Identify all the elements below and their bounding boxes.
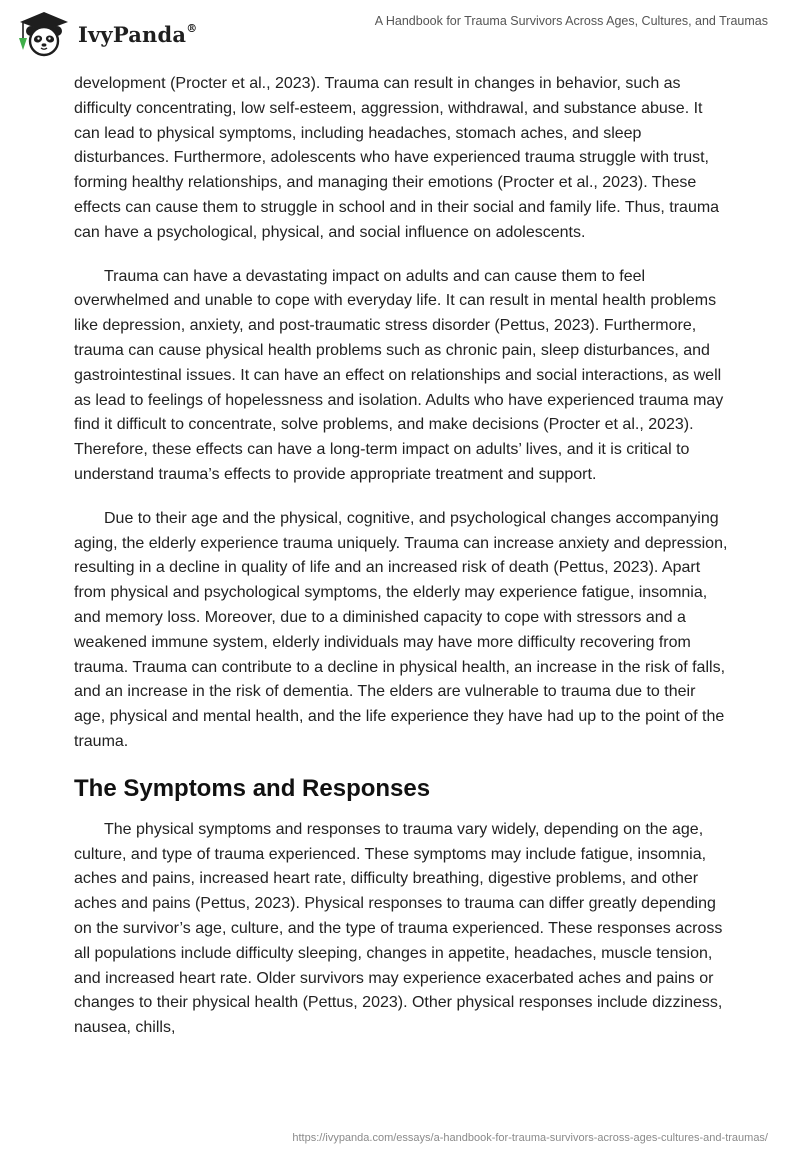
paragraph-elderly: Due to their age and the physical, cognitive, and psychological changes accompanying aging, the elderly experience trauma uniquely. Trauma can increase anxiety and depression, resulting in a decline in quality of life and an increased risk of death (Pettus, 2023). Apart from physical and psychological symptoms, the elderly may experience fatigue, insomnia, and memory loss. Moreover, due to a diminished capacity to cope with stressors and a weakened immune system, elderly individuals may have more difficulty recovering from trauma. Trauma can contribute to a decline in physical health, an increase in the risk of falls, and an increase in the risk of dementia. The elders are vulnerable to trauma due to their age, physical and mental health, and the life experience they have had up to the point of the trauma.	[74, 509, 728, 750]
page-header	[0, 0, 800, 70]
registered-mark: ®	[186, 22, 198, 35]
section-heading: The Symptoms and Responses	[74, 774, 431, 802]
paragraph-symptoms: The physical symptoms and responses to trauma vary widely, depending on the age, culture, and type of trauma experienced. These symptoms may include fatigue, insomnia, aches and pains, increased heart rate, difficulty breathing, digestive problems, and other aches and pains (Pettus, 2023). Physical responses to trauma can differ greatly depending on the survivor’s age, culture, and the type of trauma experienced. These responses across all populations include difficulty sleeping, changes in appetite, headaches, muscle tension, and increased heart rate. Older survivors may experience exacerbated aches and pains or changes to their physical health (Pettus, 2023). Other physical responses include dizziness, nausea, chills,	[74, 820, 723, 1037]
paragraph-adults: Trauma can have a devastating impact on adults and can cause them to feel overwhelmed and unable to cope with everyday life. It can result in mental health problems like depression, anxiety, and post-traumatic stress disorder (Pettus, 2023). Furthermore, trauma can cause physical health problems such as chronic pain, sleep disturbances, and gastrointestinal issues. It can have an effect on relationships and social interactions, as well as lead to feelings of hopelessness and isolation. Adults who have experienced trauma may find it difficult to concentrate, solve problems, and make decisions (Procter et al., 2023). Therefore, these effects can have a long-term impact on adults’ lives, and it is critical to understand trauma’s effects to provide appropriate treatment and support.	[74, 267, 724, 483]
paragraph-adolescents: development (Procter et al., 2023). Trauma can result in changes in behavior, such as difficulty concentrating, low self-esteem, aggression, withdrawal, and substance abuse. It can lead to physical symptoms, including headaches, stomach aches, and sleep disturbances. Furthermore, adolescents who have experienced trauma struggle with trust, forming healthy relationships, and managing their emotions (Procter et al., 2023). These effects can cause them to struggle in school and in their social and family life. Thus, trauma can have a psychological, physical, and social influence on adolescents.	[74, 75, 720, 241]
panda-graduate-icon	[14, 8, 70, 58]
essay-body	[74, 72, 728, 1060]
ivypanda-logo[interactable]	[14, 8, 214, 58]
footer-url[interactable]: https://ivypanda.com/essays/a-handbook-for-trauma-survivors-across-ages-cultures-and-traumas/	[292, 1132, 768, 1144]
document-title: A Handbook for Trauma Survivors Across Ages, Cultures, and Traumas	[374, 14, 768, 28]
logo-wordmark: IvyPanda®	[78, 22, 198, 47]
